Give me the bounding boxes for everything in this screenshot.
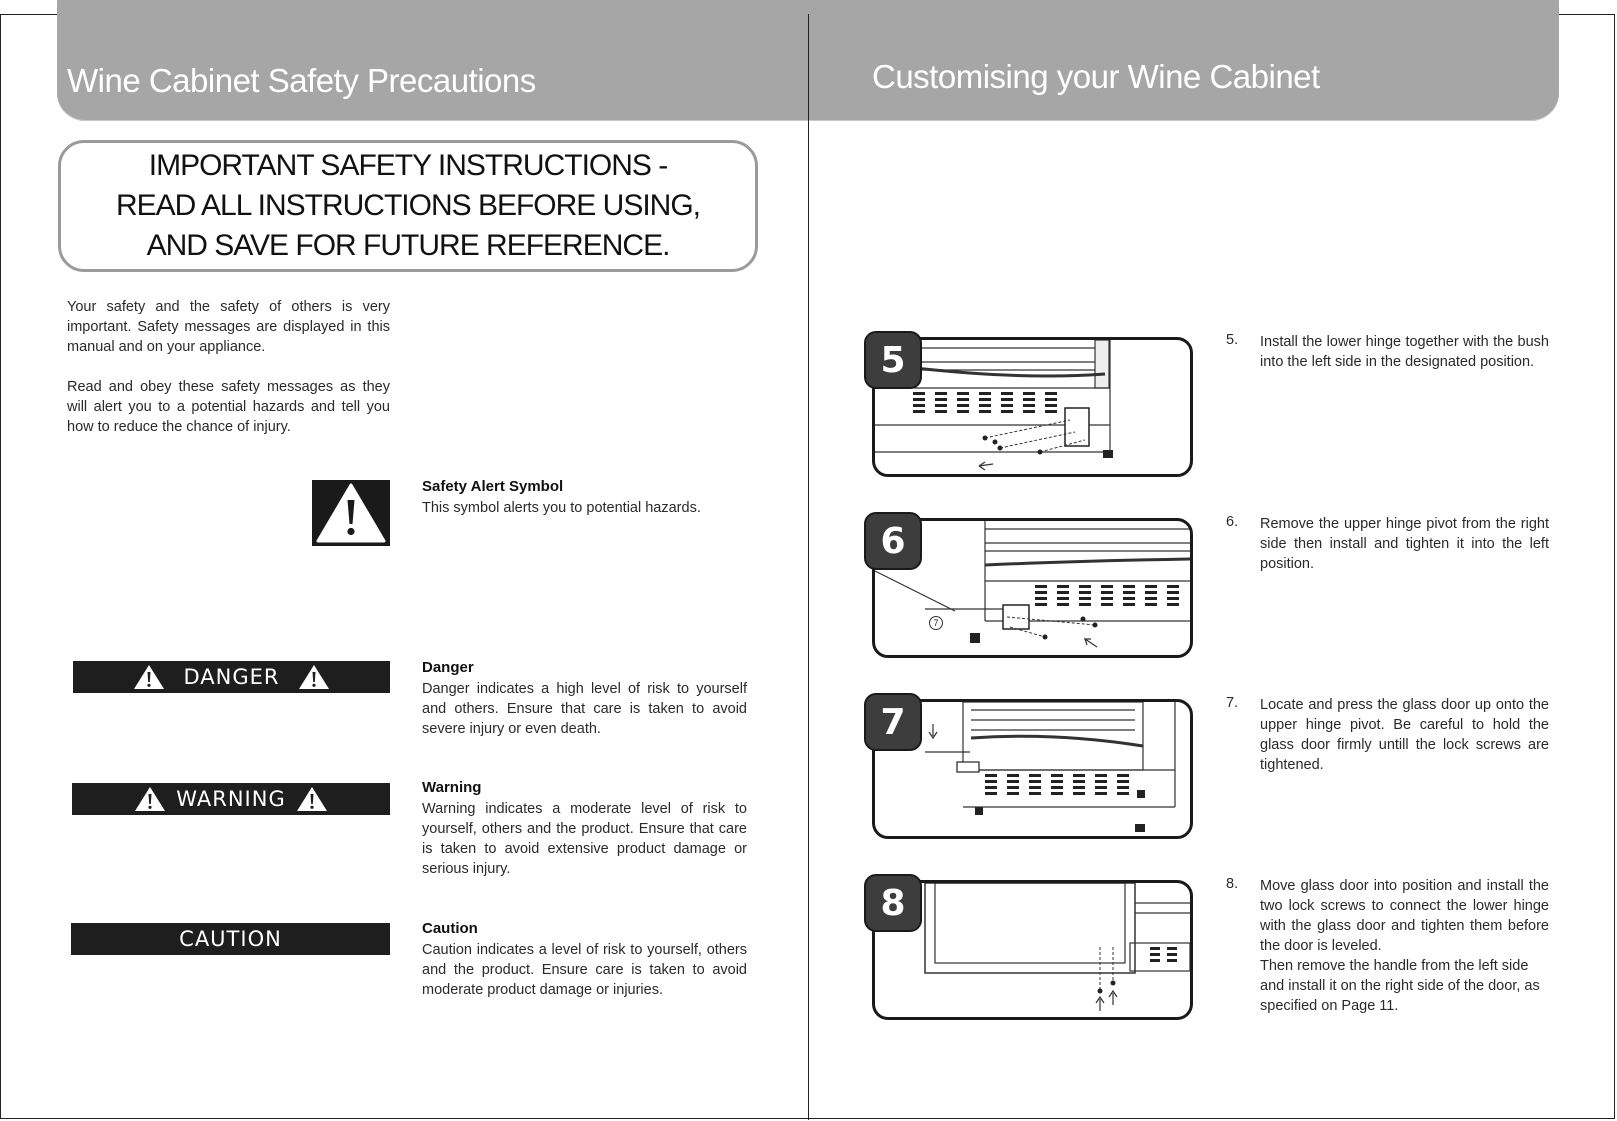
safety-alert-title: Safety Alert Symbol bbox=[422, 478, 564, 495]
step-8-number: 8. bbox=[1226, 876, 1239, 892]
danger-text: Danger indicates a high level of risk to yourself and others. Ensure that care is taken to avoid severe injury or even death. bbox=[422, 681, 747, 737]
safety-alert-symbol bbox=[312, 480, 390, 546]
step-6-badge: 6 bbox=[864, 512, 922, 570]
intro-paragraph-2: Read and obey these safety messages as they will alert you to a potential hazards and tell you how to reduce the chance of injury. bbox=[67, 379, 390, 435]
warning-triangle-icon bbox=[298, 664, 330, 690]
page-fold bbox=[808, 14, 809, 1120]
step-8-text-part1: Move glass door into position and install the two lock screws to connect the lower hinge with the glass door and tighten them before the door is leveled. bbox=[1260, 878, 1549, 954]
warning-signal-bar bbox=[72, 783, 390, 815]
step-8-text bbox=[1260, 876, 1549, 1016]
important-instructions-box bbox=[58, 140, 758, 272]
right-page-title: Customising your Wine Cabinet bbox=[872, 58, 1320, 95]
safety-alert-text: This symbol alerts you to potential hazards. bbox=[422, 500, 701, 516]
caution-title: Caution bbox=[422, 920, 478, 937]
step-7-text: Locate and press the glass door up onto the upper hinge pivot. Be careful to hold the glass door firmly untill the lock screws are tightened. bbox=[1260, 697, 1549, 773]
warning-label: WARNING bbox=[176, 787, 286, 811]
warning-triangle-icon bbox=[134, 786, 166, 812]
warning-text: Warning indicates a moderate level of risk to yourself, others and the product. Ensure that care is taken to avoid extensive product damage or serious injury. bbox=[422, 801, 747, 877]
lower-hinge-diagram bbox=[875, 340, 1190, 474]
callout-marker: 7 bbox=[929, 616, 943, 630]
warning-triangle-icon bbox=[133, 664, 165, 690]
step-6-number: 6. bbox=[1226, 514, 1239, 530]
intro-paragraph-1: Your safety and the safety of others is very important. Safety messages are displayed in this manual and on your appliance. bbox=[67, 299, 390, 355]
step-7-badge: 7 bbox=[864, 693, 922, 751]
warning-triangle-icon bbox=[312, 480, 390, 546]
important-line: READ ALL INSTRUCTIONS BEFORE USING, bbox=[116, 189, 700, 222]
step-8-badge: 8 bbox=[864, 874, 922, 932]
step-5-number: 5. bbox=[1226, 332, 1239, 348]
caution-signal-bar bbox=[71, 923, 390, 955]
caution-text: Caution indicates a level of risk to yourself, others and the product. Ensure care is taken to avoid moderate product damage or injuries. bbox=[422, 942, 747, 998]
step-6-text: Remove the upper hinge pivot from the right side then install and tighten it into the left position. bbox=[1260, 516, 1549, 572]
danger-label: DANGER bbox=[183, 665, 280, 689]
glass-door-diagram bbox=[875, 702, 1190, 836]
step-7-number: 7. bbox=[1226, 695, 1239, 711]
warning-title: Warning bbox=[422, 779, 482, 796]
step-8-text-part2: Then remove the handle from the left side and install it on the right side of the door, as specified on Page 11. bbox=[1260, 958, 1540, 1014]
danger-title: Danger bbox=[422, 659, 474, 676]
danger-signal-bar bbox=[73, 661, 390, 693]
lock-screws-diagram bbox=[875, 883, 1190, 1017]
left-page-title: Wine Cabinet Safety Precautions bbox=[67, 62, 536, 99]
warning-triangle-icon bbox=[296, 786, 328, 812]
caution-label: CAUTION bbox=[179, 927, 282, 951]
important-line: AND SAVE FOR FUTURE REFERENCE. bbox=[146, 229, 670, 262]
important-line: IMPORTANT SAFETY INSTRUCTIONS - bbox=[148, 149, 668, 182]
upper-hinge-diagram bbox=[875, 521, 1190, 655]
step-5-badge: 5 bbox=[864, 331, 922, 389]
step-5-text: Install the lower hinge together with the bush into the left side in the designated position. bbox=[1260, 334, 1549, 370]
